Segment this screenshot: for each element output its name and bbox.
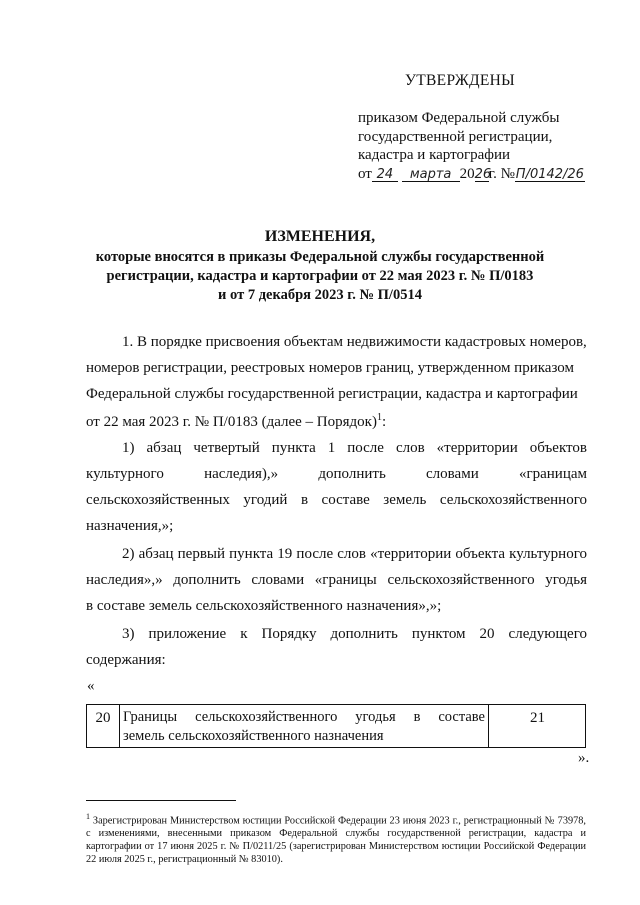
subtitle-line-2: регистрации, кадастра и картографии от 22 мая 2023 г. № П/0183 — [106, 268, 534, 284]
paragraph-4-line-2: содержания: — [86, 652, 166, 668]
closing-quote: ». — [578, 750, 590, 766]
date-year-handwritten: 26 — [474, 167, 492, 182]
date-prefix: от — [358, 166, 372, 182]
paragraph-2-line-1: 1) абзац четвертый пункта 1 после слов «территории объектов — [122, 440, 587, 456]
footnote-reference: 1 — [376, 412, 382, 423]
document-subtitle — [0, 248, 640, 305]
approval-date-line — [358, 166, 585, 183]
paragraph-1-line-3: Федеральной службы государственной регистрации, кадастра и картографии — [86, 386, 578, 402]
order-number-handwritten: П/0142/26 — [515, 167, 584, 182]
paragraph-1-line-4-end: : — [381, 414, 387, 430]
appendix-table — [86, 704, 586, 748]
approval-line-3: кадастра и картографии — [358, 147, 511, 163]
paragraph-1-line-4 — [86, 412, 386, 431]
opening-quote: « — [87, 678, 95, 694]
paragraph-3-line-2: наследия»,» дополнить словами «границы сельскохозяйственного угодья — [86, 572, 587, 588]
paragraph-3-line-3: в составе земель сельскохозяйственного назначения»,»; — [86, 598, 442, 614]
approval-title: УТВЕРЖДЕНЫ — [405, 72, 515, 89]
date-year-prefix: 20 — [459, 166, 475, 182]
paragraph-3-line-1: 2) абзац первый пункта 19 после слов «территории объекта культурного — [122, 546, 587, 562]
date-month-handwritten: марта — [402, 168, 460, 182]
footnote-divider — [86, 800, 236, 801]
paragraph-2-line-2: культурного наследия),» дополнить словами «границам — [86, 466, 587, 482]
table-row-description — [123, 708, 485, 746]
subtitle-line-1: которые вносятся в приказы Федеральной службы государственной — [95, 249, 545, 265]
approval-line-2: государственной регистрации, — [358, 129, 553, 145]
paragraph-2-line-4: назначения,»; — [86, 518, 174, 534]
date-year-label: г. № — [488, 166, 515, 182]
table-row-description-line-1: Границы сельскохозяйственного угодья в составе — [123, 709, 485, 725]
paragraph-1-line-1: 1. В порядке присвоения объектам недвижимости кадастровых номеров, — [122, 334, 587, 350]
subtitle-line-3: и от 7 декабря 2023 г. № П/0514 — [218, 287, 422, 303]
approval-line-1: приказом Федеральной службы — [358, 110, 560, 126]
footnote-text: Зарегистрирован Министерством юстиции Российской Федерации 23 июня 2023 г., регистрационный № 73978, с изменениями, внесенными приказом Федеральной службы государственной регистрации, кадастра и картографии от 17 июня 2025 г. № П/0211/25 (зарегистрирован Министерством юстиции Российской Федерации 22 июля 2025 г., регистрационный № 83010). — [86, 815, 586, 866]
table-row-code: 21 — [488, 705, 586, 747]
table-row-description-line-2: земель сельскохозяйственного назначения — [123, 728, 384, 744]
date-day-handwritten: 24 — [372, 168, 398, 182]
document-title: ИЗМЕНЕНИЯ, — [264, 228, 376, 245]
table-row-number: 20 — [87, 705, 120, 747]
paragraph-1-line-2: номеров регистрации, реестровых номеров границ, утвержденном приказом — [86, 360, 574, 376]
footnote-marker: 1 — [86, 812, 90, 821]
footnote — [86, 810, 586, 866]
paragraph-1-line-4-text: от 22 мая 2023 г. № П/0183 (далее – Порядок) — [86, 414, 377, 430]
paragraph-2-line-3: сельскохозяйственных угодий в составе земель сельскохозяйственного — [86, 492, 587, 508]
paragraph-4-line-1: 3) приложение к Порядку дополнить пунктом 20 следующего — [122, 626, 587, 642]
